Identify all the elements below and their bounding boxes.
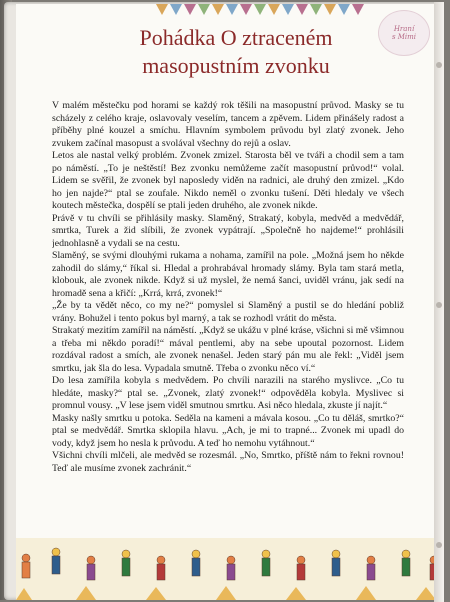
brand-logo	[378, 10, 430, 56]
flag-icon	[226, 4, 238, 15]
story-paragraph: Do lesa zamířila kobyla s medvědem. Po chvíli narazili na starého myslivce. „Co tu hledáte, masky?“ ptal se. „Zvonek, zlatý zvonek!“ odpověděla kobyla. Myslivec si promnul vousy. „V lese jsem viděl smutnou smrtku. Asi něco hledala, zkuste jí najít.“	[52, 375, 404, 411]
flag-icon	[240, 4, 252, 15]
logo-text-line2: s Mimi	[391, 33, 417, 41]
punch-hole-icon	[436, 62, 442, 68]
flag-icon	[282, 4, 294, 15]
logo-text-line1: Hraní	[393, 25, 415, 33]
story-paragraph: „Že by ta vědět něco, co my ne?“ pomyslel si Slaměný a pustil se do hledání pobliž vrány. Bohužel i tento pokus byl marný, a tak se rozhodl vrátit do města.	[52, 300, 404, 324]
plastic-sleeve	[4, 2, 444, 600]
bunting-decoration	[156, 4, 386, 18]
flag-icon	[198, 4, 210, 15]
story-paragraph: V malém městečku pod horami se každý rok těšili na masopustní průvod. Masky se tu scházely z celého kraje, oslavovaly veselím, tancem a zpěvem. Lidem přinášely radost a příběhy plné kouzel a smíchu. Hlavním symbolem průvodu byl zlatý zvonek. Jeho zvukem začínal masopust a svolával všechny do rejů a oslav.	[52, 100, 404, 149]
story-paragraph: Všichni chvíli mlčeli, ale medvěd se rozesmál. „No, Smrtko, příště nám to řekni rovnou! Teď ale musíme zvonek zachránit.“	[52, 450, 404, 474]
flag-icon	[212, 4, 224, 15]
flag-icon	[254, 4, 266, 15]
story-paragraph: Letos ale nastal velký problém. Zvonek zmizel. Starosta běl ve tváři a chodil sem a tam po náměstí. „To je neštěstí! Bez zvonku nemůžeme začít masopustní průvod!“ volal. Lidem se svěřil, že zvonek byl naposledy viděn na radnici, ale druhý den zmizel. „Kdo ho jen najde?“ ptal se zoufale. Nikdo neměl o zvonku tušení. Děti hledaly ve všech koutech městečka, dospělí se ptali jeden druhého, ale zvonek nikde.	[52, 150, 404, 211]
sleeve-binding-edge	[434, 2, 444, 602]
story-paragraph: Strakatý mezitím zamířil na náměstí. „Když se ukážu v plné kráse, všichni si mě všimnou a třeba mi někdo poradí!“ mával pentlemi, aby na sebe upoutal pozornost. Lidem rozdával radost a smích, ale zvonek nenašel. Jeden starý pán mu ale řekl: „Viděl jsem smrtku, jak šla do lesa. Vypadala smutně. Třeba o zvonku něco ví.“	[52, 325, 404, 374]
flag-icon	[156, 4, 168, 15]
flag-icon	[338, 4, 350, 15]
flag-icon	[324, 4, 336, 15]
flag-icon	[310, 4, 322, 15]
flag-icon	[296, 4, 308, 15]
flag-icon	[184, 4, 196, 15]
story-paragraph: Právě v tu chvíli se přihlásily masky. Slaměný, Strakatý, kobyla, medvěd a medvědář, smrtka, Turek a žid slíbili, že zvonek vypátrají. „Společně ho najdeme!“ prohlásili jednohlasně a vydali se na cestu.	[52, 212, 404, 249]
punch-hole-icon	[436, 542, 442, 548]
flag-icon	[268, 4, 280, 15]
flag-icon	[170, 4, 182, 15]
carnival-illustration	[16, 538, 442, 600]
story-page	[16, 4, 442, 600]
page-title: Pohádka O ztraceném masopustním zvonku	[139, 25, 333, 78]
story-paragraph: Slaměný, se svými dlouhými rukama a nohama, zamířil na pole. „Možná jsem ho někde zahodil do slámy,“ říkal si. Hledal a prohrabával hromady slámy. Byla tam stará metla, klobouk, ale zvonek nikde. Když si už myslel, že nemá šanci, uviděl vránu, jak sedí na hromadě sena a křičí: „Krrá, krrá, zvonek!“	[52, 250, 404, 299]
story-text	[52, 100, 404, 538]
story-paragraph: Masky našly smrtku u potoka. Seděla na kameni a mávala kosou. „Co tu děláš, smrtko?“ ptal se medvědář. Smrtka sklopila hlavu. „Ach, je mi to trapné... Zvonek mi upadl do vody, když jsem ho nesla k průvodu. A teď ho nemohu vytáhnout.“	[52, 412, 404, 449]
punch-hole-icon	[436, 302, 442, 308]
flag-icon	[352, 4, 364, 15]
